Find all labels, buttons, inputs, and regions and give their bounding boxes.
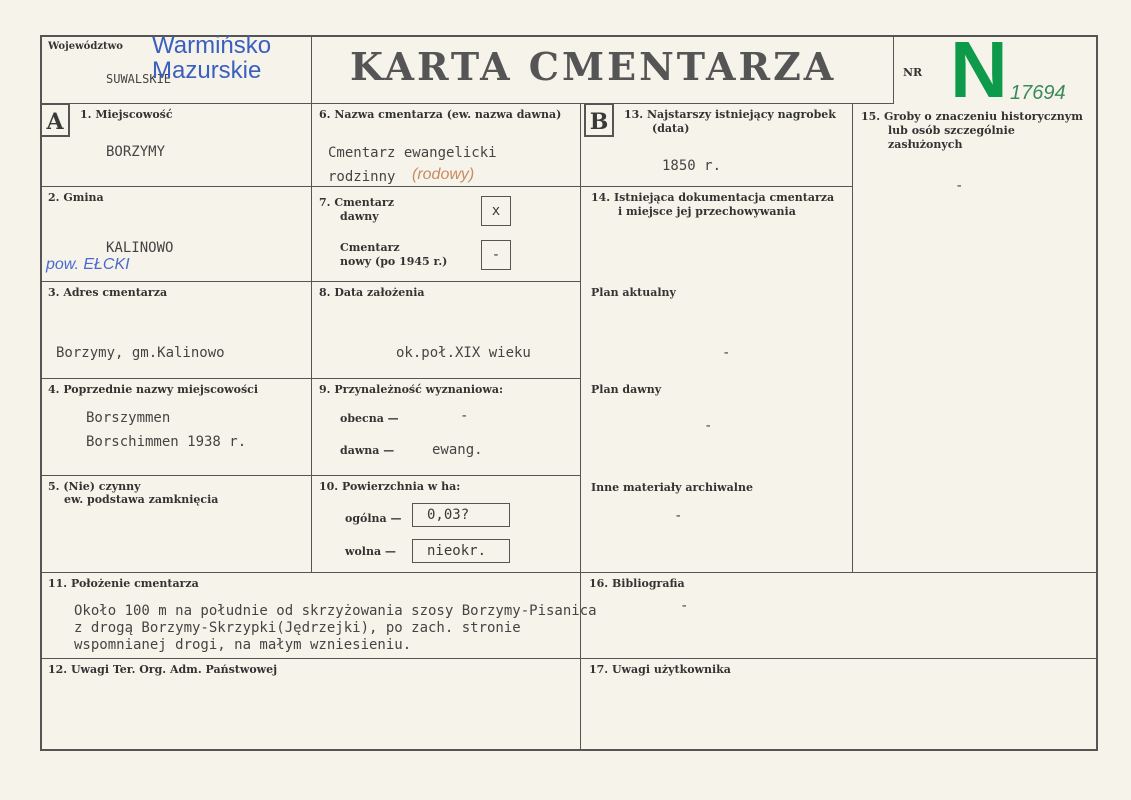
field-5-sublabel: ew. podstawa zamknięcia xyxy=(64,493,219,506)
field-14-cell xyxy=(580,186,853,573)
other-materials-label: Inne materiały archiwalne xyxy=(591,481,753,494)
field-5-label: 5. (Nie) czynny xyxy=(48,480,141,493)
field-9-past-label: dawna — xyxy=(340,444,395,457)
section-a-marker: A xyxy=(40,103,70,137)
page-title: KARTA CMENTARZA xyxy=(350,44,837,89)
stamp-line1: Warmińsko xyxy=(152,32,272,59)
field-15-label: 15. Groby o znaczeniu historycznym xyxy=(861,110,1083,123)
field-11-line-1: Około 100 m na południe od skrzyżowania szosy Borzymy-Pisanica xyxy=(74,603,597,619)
plan-old-label: Plan dawny xyxy=(591,383,662,396)
field-16-value: - xyxy=(680,598,689,614)
field-15-value: - xyxy=(955,178,964,194)
stamp-line2: Mazurskie xyxy=(152,57,262,84)
field-7-old-label: 7. Cmentarz xyxy=(319,196,394,209)
field-2-label: 2. Gmina xyxy=(48,191,104,204)
field-4-value-1: Borszymmen xyxy=(86,410,171,426)
field-11-line-2: z drogą Borzymy-Skrzypki(Jędrzejki), po zach. stronie xyxy=(74,620,521,636)
other-materials-value: - xyxy=(674,508,683,524)
field-8-value: ok.poł.XIX wieku xyxy=(396,345,531,361)
field-10-free-value: nieokr. xyxy=(412,539,510,563)
field-13-value: 1850 r. xyxy=(662,158,722,174)
field-10-label: 10. Powierzchnia w ha: xyxy=(319,480,461,493)
field-6-value-2: rodzinny xyxy=(328,169,396,185)
field-10-total-value: 0,03? xyxy=(412,503,510,527)
field-11-label: 11. Położenie cmentarza xyxy=(48,577,199,590)
voivodeship-label: Województwo xyxy=(48,41,123,52)
field-17-label: 17. Uwagi użytkownika xyxy=(589,663,731,676)
field-6-label: 6. Nazwa cmentarza (ew. nazwa dawna) xyxy=(319,108,562,121)
nr-mark: N xyxy=(950,25,1008,114)
plan-current-label: Plan aktualny xyxy=(591,286,676,299)
plan-old-value: - xyxy=(704,418,713,434)
field-3-value: Borzymy, gm.Kalinowo xyxy=(56,345,225,361)
nr-number: 17694 xyxy=(1010,82,1066,104)
field-13-label: 13. Najstarszy istniejący nagrobek xyxy=(624,108,836,121)
voivodeship-value: SUWALSKIE xyxy=(106,72,172,86)
field-15-sublabel-1: lub osób szczególnie xyxy=(888,124,1015,137)
field-7-new-label: Cmentarz xyxy=(340,241,400,254)
field-14-label: 14. Istniejąca dokumentacja cmentarza xyxy=(591,191,835,204)
nr-label: NR xyxy=(903,66,923,79)
field-9-past-value: ewang. xyxy=(432,442,483,458)
old-cemetery-checkbox: x xyxy=(481,196,511,226)
field-11-line-3: wspomnianej drogi, na małym wzniesieniu. xyxy=(74,637,412,653)
plan-current-value: - xyxy=(722,345,731,361)
field-7-old-sublabel: dawny xyxy=(340,210,379,223)
field-16-label: 16. Bibliografia xyxy=(589,577,685,590)
field-4-value-2: Borschimmen 1938 r. xyxy=(86,434,247,450)
field-9-current-label: obecna — xyxy=(340,412,399,425)
field-1-label: 1. Miejscowość xyxy=(80,108,173,121)
field-2-handwritten: pow. EŁCKI xyxy=(46,256,130,273)
field-8-label: 8. Data założenia xyxy=(319,286,425,299)
field-9-label: 9. Przynależność wyznaniowa: xyxy=(319,383,504,396)
new-cemetery-checkbox: - xyxy=(481,240,511,270)
field-15-sublabel-2: zasłużonych xyxy=(888,138,963,151)
field-10-free-label: wolna — xyxy=(345,545,396,558)
field-14-sublabel: i miejsce jej przechowywania xyxy=(618,205,796,218)
field-6-value-1: Cmentarz ewangelicki xyxy=(328,145,497,161)
field-12-label: 12. Uwagi Ter. Org. Adm. Państwowej xyxy=(48,663,278,676)
field-6-handwritten: (rodowy) xyxy=(412,166,475,183)
field-2-value: KALINOWO xyxy=(106,240,174,256)
field-1-value: BORZYMY xyxy=(106,144,166,160)
field-10-total-label: ogólna — xyxy=(345,512,402,525)
field-7-new-sublabel: nowy (po 1945 r.) xyxy=(340,255,448,268)
field-3-label: 3. Adres cmentarza xyxy=(48,286,168,299)
field-15-cell xyxy=(852,103,1098,573)
field-9-current-value: - xyxy=(460,408,469,424)
field-13-sublabel: (data) xyxy=(652,122,690,135)
section-b-marker: B xyxy=(584,103,614,137)
field-4-label: 4. Poprzednie nazwy miejscowości xyxy=(48,383,259,396)
